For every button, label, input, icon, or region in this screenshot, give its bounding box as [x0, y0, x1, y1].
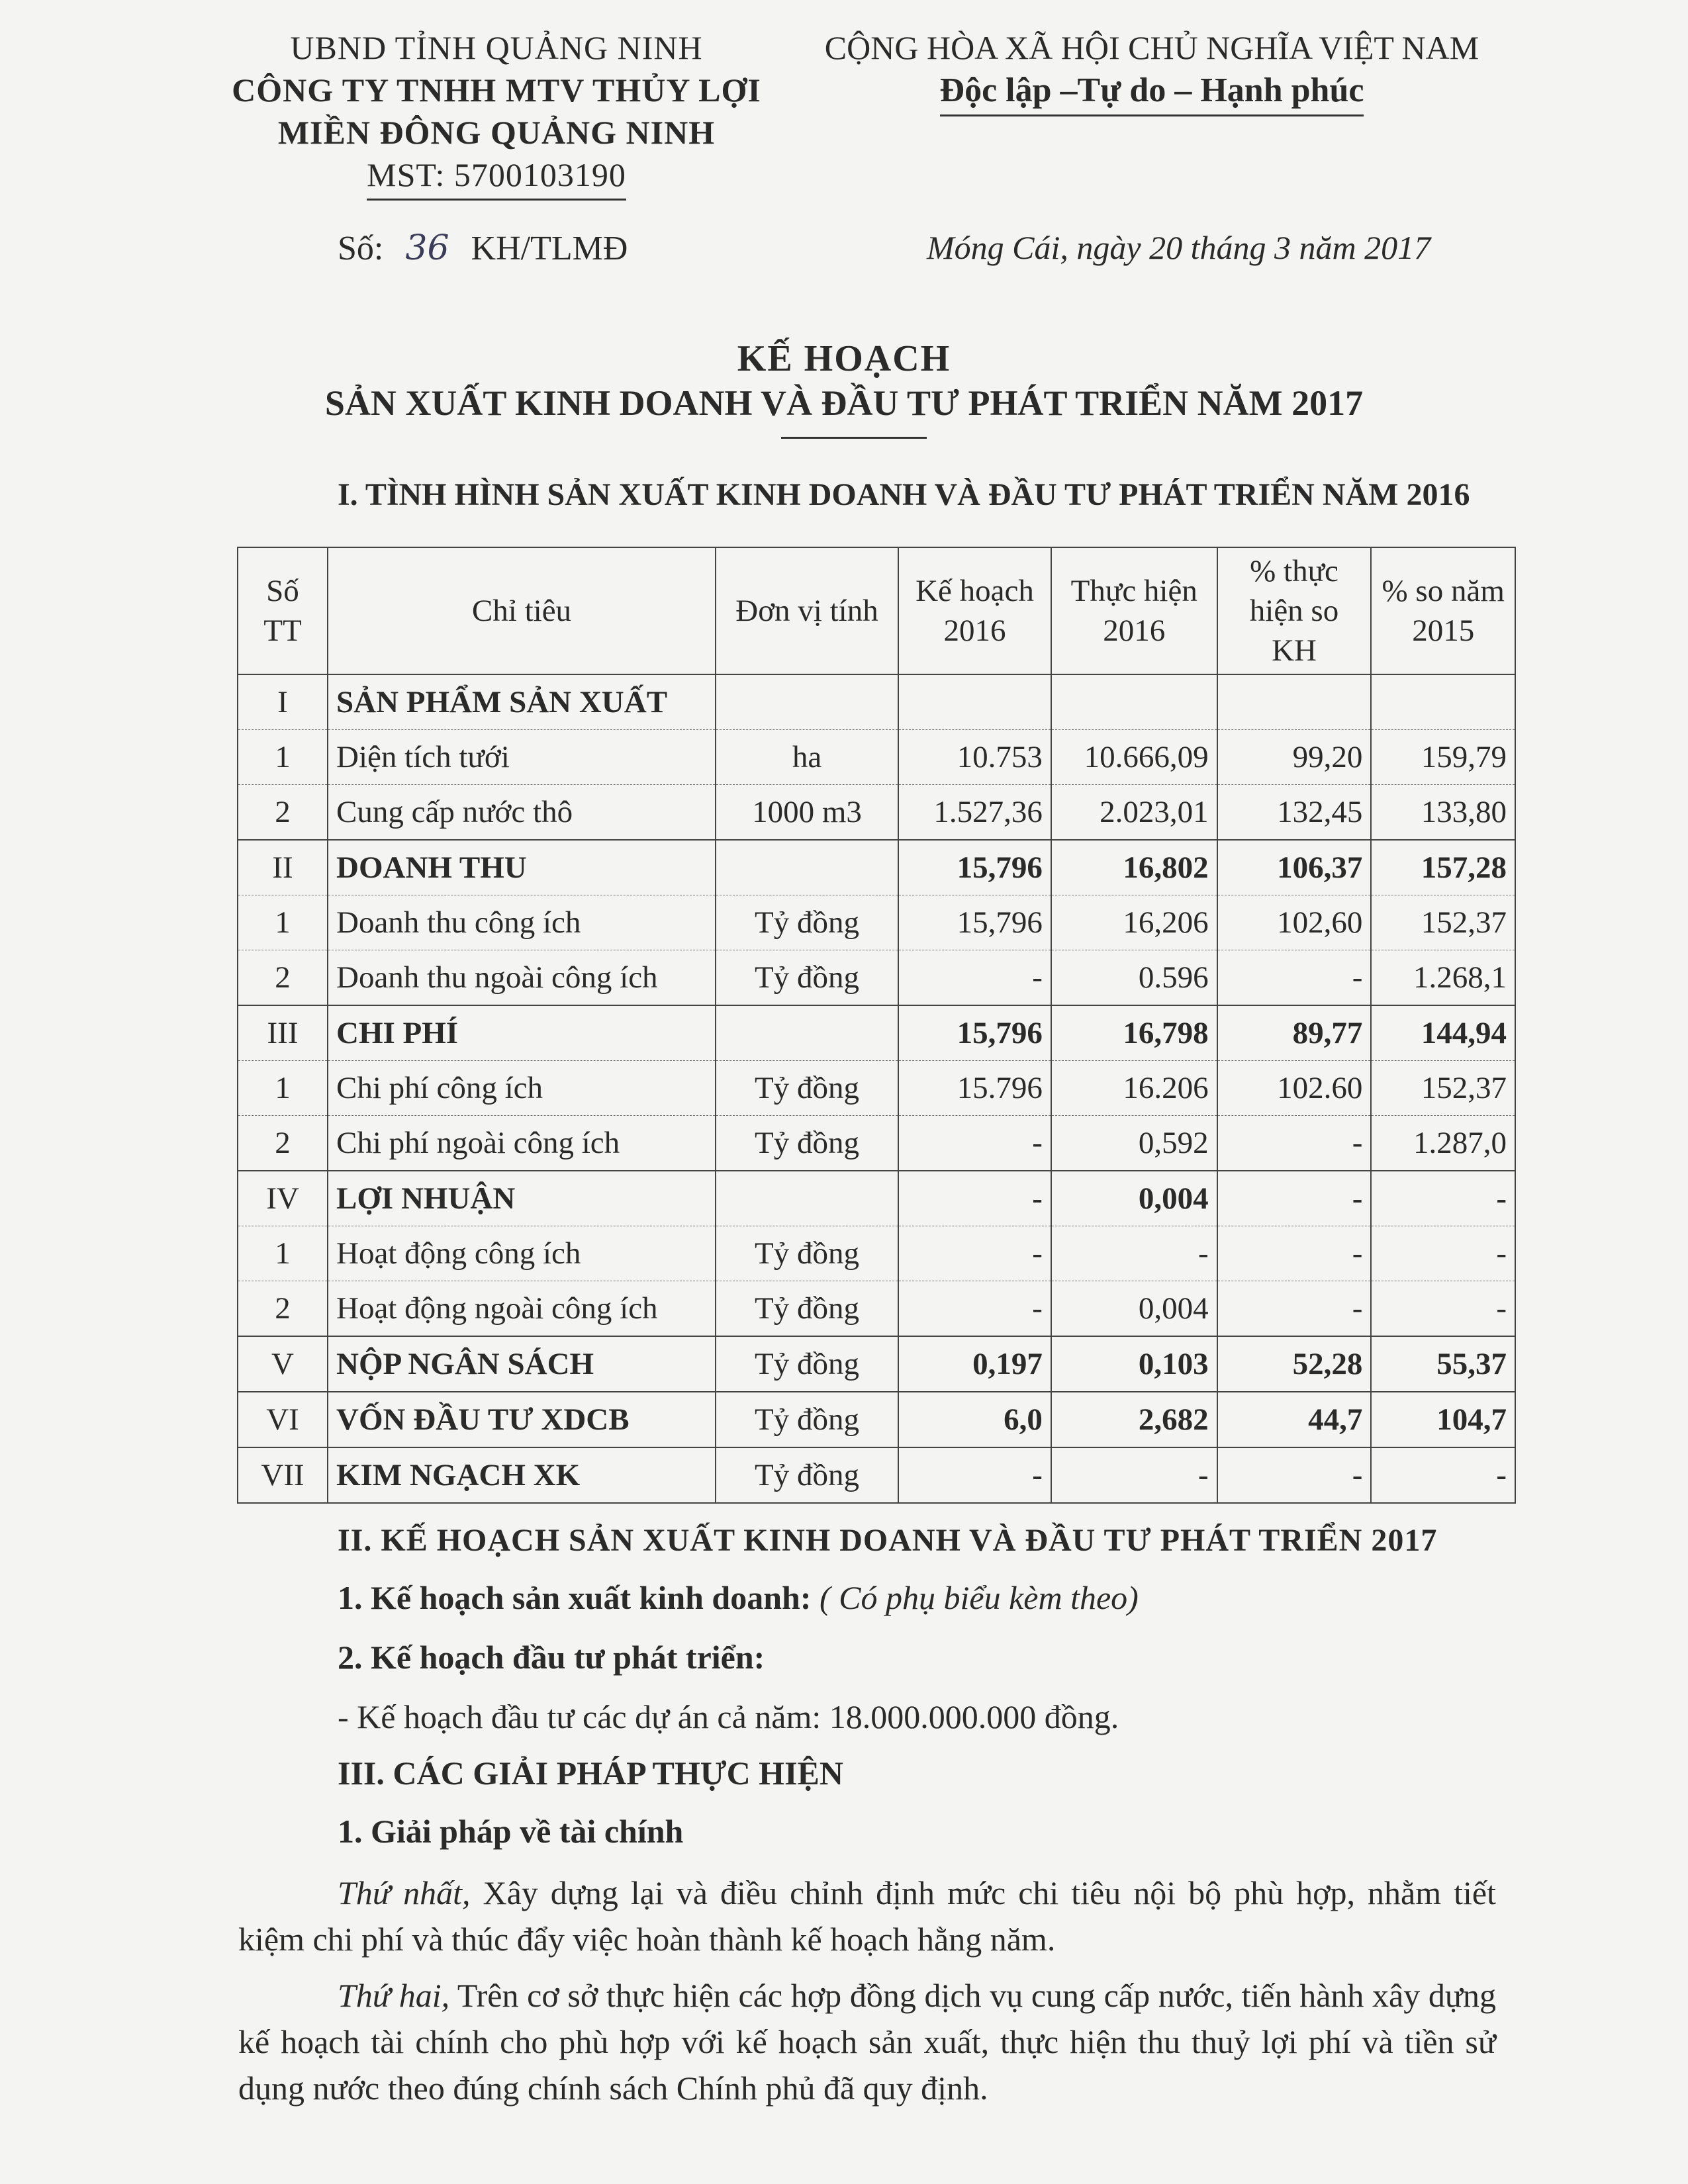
- cell-name: Diện tích tưới: [328, 730, 716, 785]
- header-pct-2015: % so năm 2015: [1371, 547, 1515, 674]
- cell-plan: 15.796: [898, 1061, 1051, 1116]
- header-left-line1: UBND TỈNH QUẢNG NINH: [290, 29, 703, 66]
- cell-unit: ha: [716, 730, 898, 785]
- cell-pct-plan: -: [1217, 1447, 1372, 1503]
- table-row: [238, 1281, 1515, 1337]
- cell-stt: V: [238, 1336, 328, 1392]
- cell-pct-plan: 102,60: [1217, 895, 1372, 950]
- item-3-1: 1. Giải pháp về tài chính: [338, 1813, 684, 1850]
- table-row: [238, 730, 1515, 785]
- cell-stt: VII: [238, 1447, 328, 1503]
- table-row: [238, 840, 1515, 895]
- item-2-2: 2. Kế hoạch đầu tư phát triển:: [338, 1639, 765, 1676]
- cell-stt: 2: [238, 950, 328, 1006]
- header-left-line3: MIỀN ĐÔNG QUẢNG NINH: [277, 114, 716, 151]
- cell-pct-2015: 152,37: [1371, 895, 1515, 950]
- cell-pct-2015: 55,37: [1371, 1336, 1515, 1392]
- cell-unit: Tỷ đồng: [716, 1061, 898, 1116]
- cell-plan: 10.753: [898, 730, 1051, 785]
- cell-plan: 15,796: [898, 1005, 1051, 1061]
- cell-pct-2015: 104,7: [1371, 1392, 1515, 1447]
- cell-pct-2015: -: [1371, 1171, 1515, 1226]
- item-2-2-text: - Kế hoạch đầu tư các dự án cả năm: 18.000.000.000 đồng.: [338, 1698, 1119, 1735]
- header-right-motto: Độc lập –Tự do – Hạnh phúc: [940, 69, 1364, 116]
- cell-pct-plan: 102.60: [1217, 1061, 1372, 1116]
- cell-unit: Tỷ đồng: [716, 1226, 898, 1281]
- header-right-line1: CỘNG HÒA XÃ HỘI CHỦ NGHĨA VIỆT NAM: [824, 29, 1479, 66]
- header-actual: Thực hiện 2016: [1051, 547, 1217, 674]
- cell-plan: -: [898, 950, 1051, 1006]
- cell-name: Doanh thu ngoài công ích: [328, 950, 716, 1006]
- cell-actual: 0,004: [1051, 1171, 1217, 1226]
- cell-unit: [716, 674, 898, 730]
- table-row: [238, 1171, 1515, 1226]
- document-subtitle: SẢN XUẤT KINH DOANH VÀ ĐẦU TƯ PHÁT TRIỂN NĂM 2017: [324, 383, 1364, 423]
- cell-unit: Tỷ đồng: [716, 1392, 898, 1447]
- cell-actual: 2,682: [1051, 1392, 1217, 1447]
- cell-name: NỘP NGÂN SÁCH: [328, 1336, 716, 1392]
- cell-pct-2015: -: [1371, 1281, 1515, 1337]
- cell-pct-2015: 152,37: [1371, 1061, 1515, 1116]
- cell-stt: VI: [238, 1392, 328, 1447]
- cell-name: SẢN PHẨM SẢN XUẤT: [328, 674, 716, 730]
- cell-plan: [898, 674, 1051, 730]
- cell-stt: 2: [238, 785, 328, 841]
- table-row: [238, 1392, 1515, 1447]
- cell-actual: 16,206: [1051, 895, 1217, 950]
- item-2-1-label: 1. Kế hoạch sản xuất kinh doanh:: [338, 1579, 812, 1616]
- cell-stt: 1: [238, 895, 328, 950]
- cell-pct-2015: 157,28: [1371, 840, 1515, 895]
- cell-unit: Tỷ đồng: [716, 1116, 898, 1171]
- cell-name: Chi phí ngoài công ích: [328, 1116, 716, 1171]
- cell-pct-2015: 1.268,1: [1371, 950, 1515, 1006]
- document-title: KẾ HOẠCH: [737, 338, 951, 379]
- cell-unit: Tỷ đồng: [716, 1447, 898, 1503]
- cell-pct-plan: 132,45: [1217, 785, 1372, 841]
- cell-actual: 0,103: [1051, 1336, 1217, 1392]
- doc-number-prefix: Số:: [338, 230, 384, 267]
- doc-number: [338, 228, 628, 268]
- cell-actual: [1051, 674, 1217, 730]
- cell-actual: 16,802: [1051, 840, 1217, 895]
- cell-unit: [716, 1171, 898, 1226]
- cell-actual: 0,004: [1051, 1281, 1217, 1337]
- table-row: [238, 1447, 1515, 1503]
- cell-plan: -: [898, 1116, 1051, 1171]
- cell-plan: 15,796: [898, 895, 1051, 950]
- paragraph-1-lead: Thứ nhất,: [338, 1874, 471, 1911]
- header-plan: Kế hoạch 2016: [898, 547, 1051, 674]
- item-2-1: [338, 1578, 1139, 1617]
- cell-name: Chi phí công ích: [328, 1061, 716, 1116]
- cell-stt: 1: [238, 1226, 328, 1281]
- paragraph-2-lead: Thứ hai,: [338, 1977, 450, 2014]
- cell-actual: 16,798: [1051, 1005, 1217, 1061]
- cell-unit: Tỷ đồng: [716, 1336, 898, 1392]
- cell-pct-plan: 52,28: [1217, 1336, 1372, 1392]
- date-line: Móng Cái, ngày 20 tháng 3 năm 2017: [927, 229, 1431, 266]
- cell-unit: [716, 840, 898, 895]
- cell-plan: -: [898, 1226, 1051, 1281]
- cell-actual: 0,592: [1051, 1116, 1217, 1171]
- cell-stt: IV: [238, 1171, 328, 1226]
- table-row: [238, 1061, 1515, 1116]
- cell-plan: -: [898, 1171, 1051, 1226]
- cell-pct-plan: 106,37: [1217, 840, 1372, 895]
- header-left-mst: MST: 5700103190: [367, 154, 626, 201]
- cell-actual: 2.023,01: [1051, 785, 1217, 841]
- section2-heading: II. KẾ HOẠCH SẢN XUẤT KINH DOANH VÀ ĐẦU TƯ PHÁT TRIỂN 2017: [338, 1523, 1438, 1558]
- header-left-block: [199, 26, 794, 201]
- cell-unit: 1000 m3: [716, 785, 898, 841]
- cell-stt: III: [238, 1005, 328, 1061]
- cell-pct-2015: -: [1371, 1447, 1515, 1503]
- cell-plan: -: [898, 1447, 1051, 1503]
- table-row: [238, 1336, 1515, 1392]
- cell-actual: -: [1051, 1447, 1217, 1503]
- table-row: [238, 1005, 1515, 1061]
- header-unit: Đơn vị tính: [716, 547, 898, 674]
- cell-name: LỢI NHUẬN: [328, 1171, 716, 1226]
- cell-pct-plan: -: [1217, 1171, 1372, 1226]
- cell-name: KIM NGẠCH XK: [328, 1447, 716, 1503]
- paragraph-2-text: Trên cơ sở thực hiện các hợp đồng dịch vụ cung cấp nước, tiến hành xây dựng kế hoạch tài chính cho phù hợp với kế hoạch sản xuất, thực hiện thu thuỷ lợi phí và tiền sử dụng nước theo đúng chính sách Chính phủ đã quy định.: [238, 1977, 1496, 2107]
- header-name: Chỉ tiêu: [328, 547, 716, 674]
- item-2-1-note: ( Có phụ biểu kèm theo): [820, 1579, 1139, 1616]
- cell-pct-2015: 1.287,0: [1371, 1116, 1515, 1171]
- cell-name: VỐN ĐẦU TƯ XDCB: [328, 1392, 716, 1447]
- cell-actual: -: [1051, 1226, 1217, 1281]
- cell-pct-plan: -: [1217, 1116, 1372, 1171]
- cell-pct-2015: 144,94: [1371, 1005, 1515, 1061]
- cell-pct-2015: 133,80: [1371, 785, 1515, 841]
- header-left-line2: CÔNG TY TNHH MTV THỦY LỢI: [232, 71, 761, 109]
- cell-actual: 10.666,09: [1051, 730, 1217, 785]
- header-stt: Số TT: [238, 547, 328, 674]
- cell-pct-plan: -: [1217, 950, 1372, 1006]
- cell-plan: 6,0: [898, 1392, 1051, 1447]
- cell-stt: 2: [238, 1116, 328, 1171]
- doc-number-suffix: KH/TLMĐ: [471, 230, 628, 267]
- table-row: [238, 1226, 1515, 1281]
- title-divider: [781, 437, 927, 439]
- cell-plan: -: [898, 1281, 1051, 1337]
- cell-actual: 16.206: [1051, 1061, 1217, 1116]
- section3-heading: III. CÁC GIẢI PHÁP THỰC HIỆN: [338, 1754, 843, 1792]
- table-body: [238, 674, 1515, 1503]
- cell-unit: [716, 1005, 898, 1061]
- table-row: [238, 1116, 1515, 1171]
- table-row: [238, 895, 1515, 950]
- header-right-block: [794, 26, 1509, 116]
- cell-stt: 2: [238, 1281, 328, 1337]
- table-row: [238, 950, 1515, 1006]
- cell-name: Doanh thu công ích: [328, 895, 716, 950]
- cell-plan: 15,796: [898, 840, 1051, 895]
- report-table: [237, 547, 1516, 1504]
- cell-unit: Tỷ đồng: [716, 895, 898, 950]
- cell-stt: II: [238, 840, 328, 895]
- paragraph-1-text: Xây dựng lại và điều chỉnh định mức chi tiêu nội bộ phù hợp, nhằm tiết kiệm chi phí và thúc đẩy việc hoàn thành kế hoạch hằng năm.: [238, 1874, 1496, 1958]
- cell-name: Hoạt động công ích: [328, 1226, 716, 1281]
- doc-number-value: 36: [405, 228, 449, 268]
- cell-pct-2015: -: [1371, 1226, 1515, 1281]
- cell-stt: 1: [238, 1061, 328, 1116]
- cell-pct-plan: 44,7: [1217, 1392, 1372, 1447]
- section1-heading: I. TÌNH HÌNH SẢN XUẤT KINH DOANH VÀ ĐẦU TƯ PHÁT TRIỂN NĂM 2016: [338, 477, 1470, 512]
- paragraph-2: [238, 1972, 1496, 2111]
- cell-name: DOANH THU: [328, 840, 716, 895]
- cell-pct-plan: -: [1217, 1226, 1372, 1281]
- cell-stt: I: [238, 674, 328, 730]
- cell-pct-plan: [1217, 674, 1372, 730]
- table-row: [238, 785, 1515, 841]
- cell-pct-2015: 159,79: [1371, 730, 1515, 785]
- table-header-row: [238, 547, 1515, 674]
- cell-stt: 1: [238, 730, 328, 785]
- cell-unit: Tỷ đồng: [716, 950, 898, 1006]
- cell-unit: Tỷ đồng: [716, 1281, 898, 1337]
- cell-pct-plan: 89,77: [1217, 1005, 1372, 1061]
- cell-name: Hoạt động ngoài công ích: [328, 1281, 716, 1337]
- cell-plan: 0,197: [898, 1336, 1051, 1392]
- table-row: [238, 674, 1515, 730]
- cell-pct-2015: [1371, 674, 1515, 730]
- cell-name: CHI PHÍ: [328, 1005, 716, 1061]
- header-pct-plan: % thực hiện so KH: [1217, 547, 1372, 674]
- cell-pct-plan: -: [1217, 1281, 1372, 1337]
- cell-name: Cung cấp nước thô: [328, 785, 716, 841]
- cell-actual: 0.596: [1051, 950, 1217, 1006]
- paragraph-1: [238, 1870, 1496, 1962]
- cell-plan: 1.527,36: [898, 785, 1051, 841]
- cell-pct-plan: 99,20: [1217, 730, 1372, 785]
